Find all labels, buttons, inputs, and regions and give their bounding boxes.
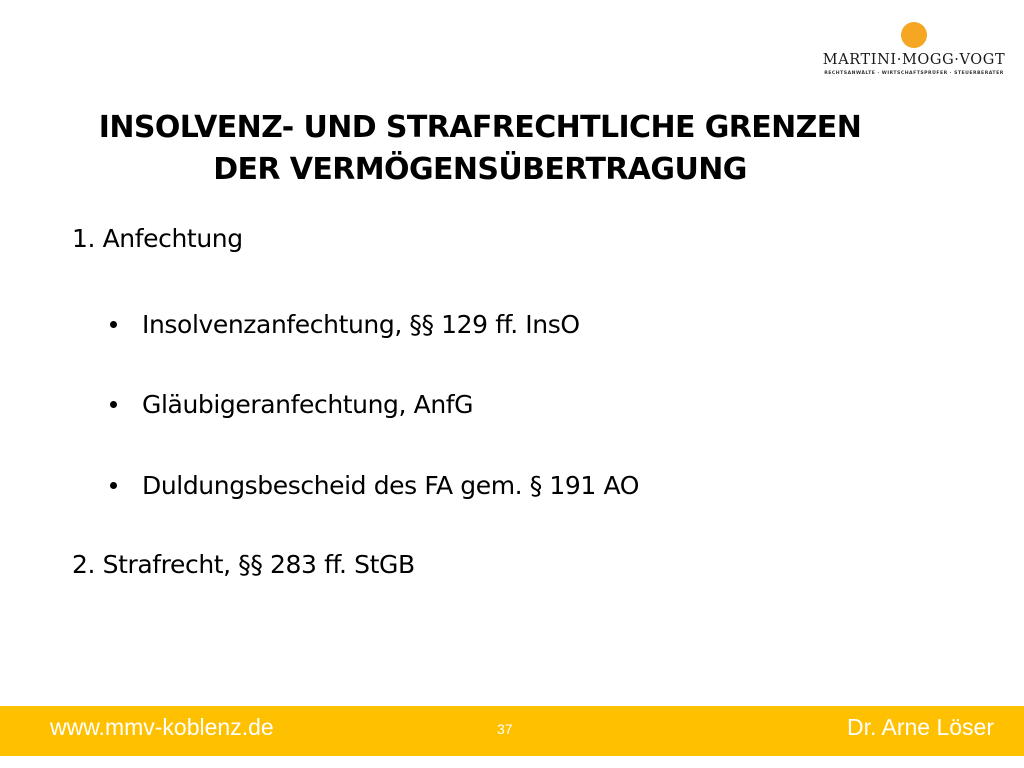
bullet-icon xyxy=(110,482,117,489)
logo-name: MARTINI·MOGG·VOGT xyxy=(822,52,1006,68)
bullet-text: Insolvenzanfechtung, §§ 129 ff. InsO xyxy=(142,310,580,339)
logo-sun-icon xyxy=(901,22,927,48)
bullet-item xyxy=(110,310,580,339)
page-number: 37 xyxy=(497,721,513,737)
bullet-item xyxy=(110,390,473,419)
bullet-icon xyxy=(110,321,117,328)
footer-author: Dr. Arne Löser xyxy=(846,714,994,740)
bullet-text: Duldungsbescheid des FA gem. § 191 AO xyxy=(142,471,640,500)
slide-title-line-2: DER VERMÖGENSÜBERTRAGUNG xyxy=(213,152,747,187)
slide-title xyxy=(0,107,960,191)
slide-title-line-1: INSOLVENZ- UND STRAFRECHTLICHE GRENZEN xyxy=(98,110,862,145)
company-logo xyxy=(822,20,1006,82)
bullet-text: Gläubigeranfechtung, AnfG xyxy=(142,390,474,419)
footer-bottom-strip xyxy=(0,756,1024,768)
bullet-item xyxy=(110,471,639,500)
logo-tagline: RECHTSANWÄLTE · WIRTSCHAFTSPRÜFER · STEUERBERATER xyxy=(824,71,1004,76)
section-heading-strafrecht: 2. Strafrecht, §§ 283 ff. StGB xyxy=(72,550,415,579)
bullet-icon xyxy=(110,401,117,408)
section-heading-anfechtung: 1. Anfechtung xyxy=(72,224,243,253)
footer-website-link[interactable]: www.mmv-koblenz.de xyxy=(50,714,274,740)
footer-bar xyxy=(0,706,1024,756)
